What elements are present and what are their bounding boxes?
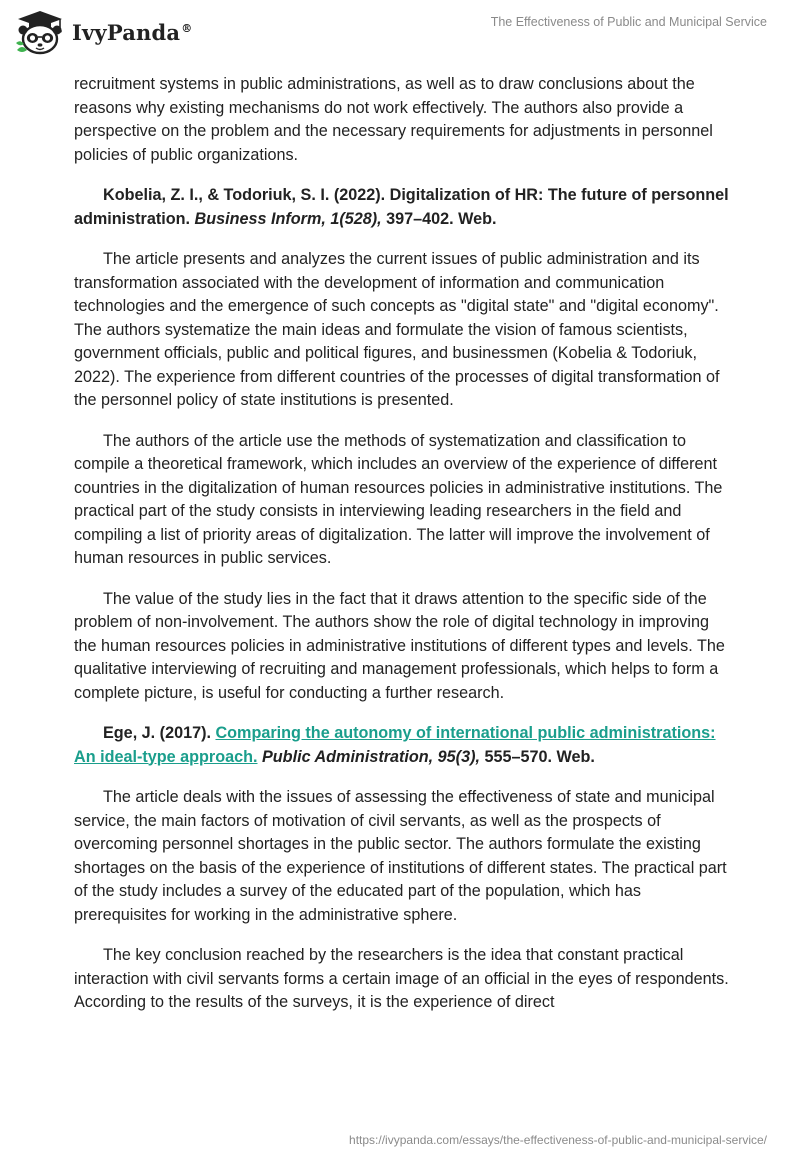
reference-journal: Public Administration, 95(3), <box>262 747 480 766</box>
reference-entry <box>74 722 730 769</box>
paragraph: The key conclusion reached by the researchers is the idea that constant practical interaction with civil servants forms a certain image of an official in the eyes of respondents. According to the results of the surveys, it is the experience of direct <box>74 946 729 1011</box>
essay-body <box>74 73 730 1032</box>
paragraph: The value of the study lies in the fact that it draws attention to the specific side of the problem of non-involvement. The authors show the role of digital technology in improving the human resources policies in administrative institutions of different types and levels. The qualitative interviewing of recruiting and management professionals, which helps to form a complete picture, is useful for conducting a further research. <box>74 589 725 702</box>
reference-authors-title: Kobelia, Z. I., & Todoriuk, S. I. (2022). Digitalization of HR: The future of personnel administration. <box>74 186 729 228</box>
paragraph: The article presents and analyzes the current issues of public administration and its transformation associated with the development of information and communication technologies and the emergence of such concepts as "digital state" and "digital economy". The authors systematize the main ideas and formulate the vision of famous scientists, government officials, public and political figures, and businessmen (Kobelia & Todoriuk, 2022). The experience from different countries of the processes of digital transformation of the personnel policy of state institutions is presented. <box>74 250 720 409</box>
paragraph: recruitment systems in public administrations, as well as to draw conclusions about the reasons why existing mechanisms do not work effectively. The authors also provide a perspective on the problem and the necessary requirements for adjustments in personnel policies of public organizations. <box>74 75 713 164</box>
page-header <box>0 0 800 64</box>
reference-journal: Business Inform, 1(528), <box>194 209 382 228</box>
paragraph: The authors of the article use the methods of systematization and classification to compile a theoretical framework, which includes an overview of the experience of different countries in the digitalization of human resources policies in administrative institutions. The practical part of the study consists in interviewing leading researchers in the field and compiling a list of priority areas of digitalization. The latter will improve the involvement of human resources in public services. <box>74 431 723 567</box>
document-title: The Effectiveness of Public and Municipal Service <box>490 15 767 29</box>
reference-pages: 555–570. Web. <box>484 747 595 766</box>
brand-name <box>72 20 192 45</box>
registered-mark: ® <box>181 21 193 35</box>
reference-article-link[interactable]: Comparing the autonomy of international public administrations: An ideal-type approach. <box>74 724 716 766</box>
brand-name-text: IvyPanda <box>72 19 181 45</box>
paragraph: The article deals with the issues of assessing the effectiveness of state and municipal service, the main factors of motivation of civil servants, as well as the prospects of overcoming personnel shortages in the public sector. The authors formulate the existing shortages on the basis of the experience of institutions of different states. The practical part of the study includes a survey of the educated part of the population, which has prerequisites for working in the administrative sphere. <box>74 788 727 924</box>
reference-entry <box>74 184 730 231</box>
brand-logo[interactable] <box>14 8 192 56</box>
reference-pages: 397–402. Web. <box>386 209 497 228</box>
footer-url[interactable]: https://ivypanda.com/essays/the-effectiveness-of-public-and-municipal-service/ <box>349 1133 767 1147</box>
reference-authors: Ege, J. (2017). <box>103 724 211 742</box>
panda-graduate-icon <box>14 8 66 56</box>
